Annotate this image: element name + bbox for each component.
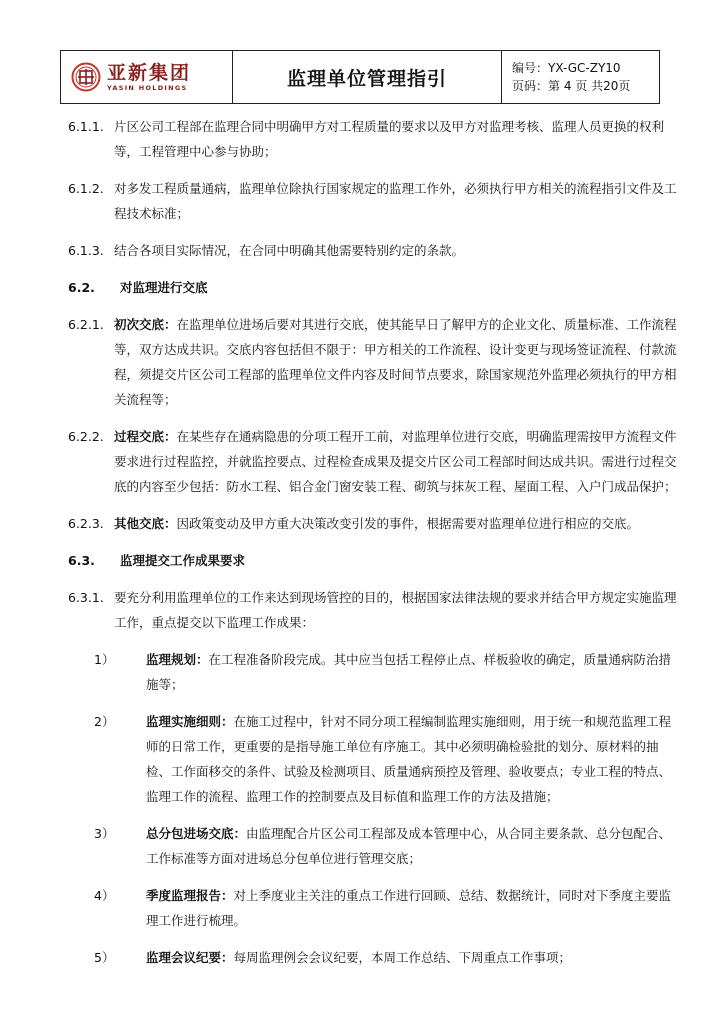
clause-text: 片区公司工程部在监理合同中明确甲方对工程质量的要求以及甲方对监理考核、监理人员更换的权利等，工程管理中心参与协助；	[114, 119, 665, 159]
list-item-text: 每周监理例会会议纪要，本周工作总结、下周重点工作事项；	[233, 950, 572, 965]
section-title: 监理提交工作成果要求	[120, 553, 246, 568]
list-item	[68, 709, 680, 809]
clause-number: 6.1.1.	[68, 119, 104, 134]
clause-6-3-1	[68, 585, 680, 635]
clause-6-1-2	[68, 176, 680, 226]
clause-text: 因政策变动及甲方重大决策改变引发的事件，根据需要对监理单位进行相应的交底。	[176, 516, 640, 531]
section-number: 6.2.	[68, 280, 95, 295]
document-info	[502, 51, 659, 103]
list-item-label: 监理实施细则：	[146, 714, 234, 729]
list-item-label: 季度监理报告：	[146, 888, 234, 903]
clause-label: 初次交底：	[114, 317, 177, 332]
page-number: 页码：第 4 页 共20页	[512, 79, 631, 93]
clause-number: 6.3.1.	[68, 590, 104, 605]
clause-text: 要充分利用监理单位的工作来达到现场管控的目的，根据国家法律法规的要求并结合甲方规定实施监理工作，重点提交以下监理工作成果：	[114, 590, 677, 630]
document-number: 编号：YX-GC-ZY10	[512, 61, 621, 75]
document-body	[68, 114, 680, 970]
clause-6-2-2	[68, 424, 680, 499]
company-logo	[61, 51, 233, 103]
document-title: 监理单位管理指引	[233, 51, 502, 103]
clause-number: 6.2.3.	[68, 516, 104, 531]
section-title: 对监理进行交底	[120, 280, 208, 295]
clause-6-2-1	[68, 312, 680, 412]
list-item-label: 监理会议纪要：	[146, 950, 234, 965]
logo-english-name: YASIN HOLDINGS	[107, 84, 188, 92]
list-item-text: 对上季度业主关注的重点工作进行回顾、总结、数据统计，同时对下季度主要监理工作进行梳理。	[146, 888, 672, 928]
list-item-number: 1）	[94, 652, 115, 667]
clause-number: 6.1.2.	[68, 181, 104, 196]
list-item	[68, 883, 680, 933]
clause-6-1-1	[68, 114, 680, 164]
clause-number: 6.2.2.	[68, 429, 104, 444]
section-6-3-heading	[68, 548, 680, 573]
clause-label: 其他交底：	[114, 516, 177, 531]
list-item-text: 在施工过程中，针对不同分项工程编制监理实施细则，用于统一和规范监理工程师的日常工作，更重要的是指导施工单位有序施工。其中必须明确检验批的划分、原材料的抽检、工作面移交的条件、试验及检测项目、质量通病预控及管理、验收要点；专业工程的特点、监理工作的流程、监理工作的控制要点及目标值和监理工作的方法及措施；	[146, 714, 672, 804]
logo-chinese-name: 亚新集团	[107, 62, 192, 84]
clause-6-2-3	[68, 511, 680, 536]
list-item	[68, 821, 680, 871]
list-item-label: 监理规划：	[146, 652, 209, 667]
list-item-text: 由监理配合片区公司工程部及成本管理中心，从合同主要条款、总分包配合、工作标准等方面对进场总分包单位进行管理交底；	[146, 826, 672, 866]
document-header	[60, 50, 660, 104]
list-item-text: 在工程准备阶段完成。其中应当包括工程停止点、样板验收的确定，质量通病防治措施等；	[146, 652, 672, 692]
clause-text: 对多发工程质量通病，监理单位除执行国家规定的监理工作外，必须执行甲方相关的流程指引文件及工程技术标准；	[114, 181, 677, 221]
section-6-2-heading	[68, 275, 680, 300]
company-logo-icon	[71, 62, 101, 92]
clause-number: 6.1.3.	[68, 243, 104, 258]
clause-text: 在某些存在通病隐患的分项工程开工前，对监理单位进行交底，明确监理需按甲方流程文件要求进行过程监控，并就监控要点、过程检查成果及提交片区公司工程部时间达成共识。需进行过程交底的内容至少包括：防水工程、铝合金门窗安装工程、砌筑与抹灰工程、屋面工程、入户门成品保护；	[114, 429, 677, 494]
list-item-label: 总分包进场交底：	[146, 826, 247, 841]
section-number: 6.3.	[68, 553, 95, 568]
clause-label: 过程交底：	[114, 429, 177, 444]
list-item	[68, 647, 680, 697]
clause-text: 在监理单位进场后要对其进行交底，使其能早日了解甲方的企业文化、质量标准、工作流程等，双方达成共识。交底内容包括但不限于：甲方相关的工作流程、设计变更与现场签证流程、付款流程，须提交片区公司工程部的监理单位文件内容及时间节点要求，除国家规范外监理必须执行的甲方相关流程等；	[114, 317, 677, 407]
list-item-number: 2）	[94, 714, 115, 729]
clause-6-1-3	[68, 238, 680, 263]
list-item-number: 3）	[94, 826, 115, 841]
list-item-number: 4）	[94, 888, 115, 903]
clause-number: 6.2.1.	[68, 317, 104, 332]
clause-text: 结合各项目实际情况，在合同中明确其他需要特别约定的条款。	[114, 243, 465, 258]
list-item-number: 5）	[94, 950, 115, 965]
list-item	[68, 945, 680, 970]
